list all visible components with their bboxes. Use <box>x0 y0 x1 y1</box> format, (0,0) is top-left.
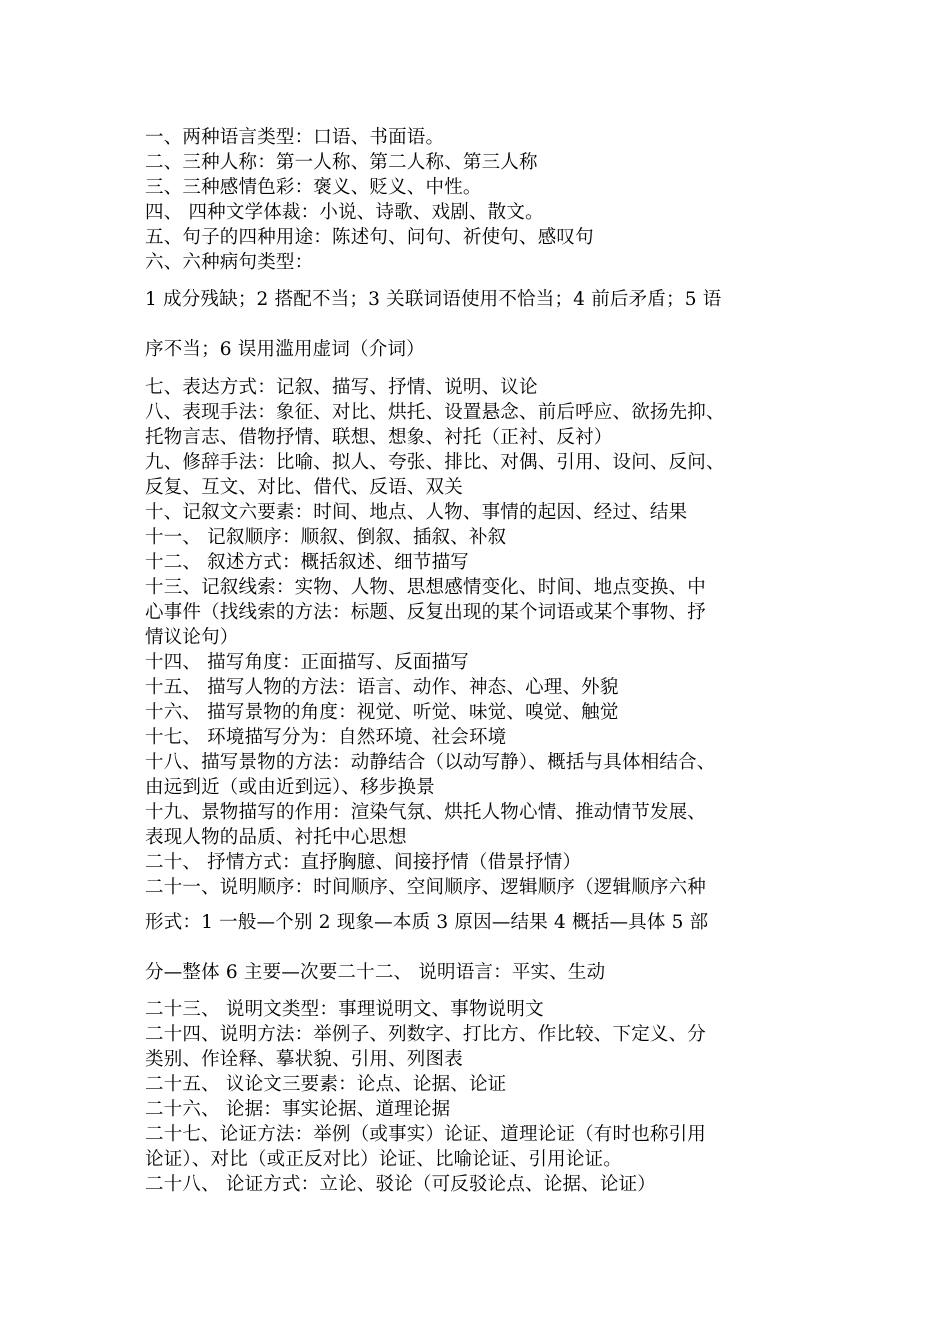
text-line: 二十四、说明方法：举例子、列数字、打比方、作比较、下定义、分 <box>145 1024 707 1045</box>
text-line: 论证）、对比（或正反对比）论证、比喻论证、引用论证。 <box>145 1149 622 1170</box>
text-line: 反复、互文、对比、借代、反语、双关 <box>145 477 463 498</box>
text-line: 二十八、 论证方式：立论、驳论（可反驳论点、论据、论证） <box>145 1174 656 1195</box>
text-line: 七、表达方式：记叙、描写、抒情、说明、议论 <box>145 377 538 398</box>
text-line: 类别、作诠释、摹状貌、引用、列图表 <box>145 1049 463 1070</box>
text-line: 形式：1 一般—个别 2 现象—本质 3 原因—结果 4 概括—具体 5 部 <box>145 912 709 933</box>
text-line: 十、记叙文六要素：时间、地点、人物、事情的起因、经过、结果 <box>145 502 688 523</box>
text-line: 二十、 抒情方式：直抒胸臆、间接抒情（借景抒情） <box>145 852 582 873</box>
text-line: 托物言志、借物抒情、联想、想象、衬托（正衬、反衬） <box>145 427 613 448</box>
text-line: 心事件（找线索的方法：标题、反复出现的某个词语或某个事物、抒 <box>145 602 707 623</box>
text-line: 1 成分残缺；2 搭配不当；3 关联词语使用不恰当；4 前后矛盾；5 语 <box>145 289 722 310</box>
text-line: 八、表现手法：象征、对比、烘托、设置悬念、前后呼应、欲扬先抑、 <box>145 402 725 423</box>
text-line: 十四、 描写角度：正面描写、反面描写 <box>145 652 469 673</box>
text-line: 由远到近（或由近到远）、移步换景 <box>145 777 435 798</box>
text-line: 十三、记叙线索：实物、人物、思想感情变化、时间、地点变换、中 <box>145 577 707 598</box>
text-line: 一、两种语言类型：口语、书面语。 <box>145 127 445 148</box>
text-line: 十五、 描写人物的方法：语言、动作、神态、心理、外貌 <box>145 677 619 698</box>
text-line: 十一、 记叙顺序：顺叙、倒叙、插叙、补叙 <box>145 527 507 548</box>
text-line: 十六、 描写景物的角度：视觉、听觉、味觉、嗅觉、触觉 <box>145 702 619 723</box>
text-line: 二、三种人称：第一人称、第二人称、第三人称 <box>145 152 538 173</box>
text-line: 三、三种感情色彩：褒义、贬义、中性。 <box>145 177 482 198</box>
text-line: 九、修辞手法：比喻、拟人、夸张、排比、对偶、引用、设问、反问、 <box>145 452 725 473</box>
text-line: 二十六、 论据：事实论据、道理论据 <box>145 1099 451 1120</box>
text-line: 分—整体 6 主要—次要二十二、 说明语言：平实、生动 <box>145 962 606 983</box>
text-line: 四、 四种文学体裁：小说、诗歌、戏剧、散文。 <box>145 202 544 223</box>
text-line: 五、句子的四种用途：陈述句、问句、祈使句、感叹句 <box>145 227 594 248</box>
text-line: 表现人物的品质、衬托中心思想 <box>145 827 407 848</box>
text-line: 十七、 环境描写分为：自然环境、社会环境 <box>145 727 507 748</box>
text-line: 十二、 叙述方式：概括叙述、细节描写 <box>145 552 469 573</box>
text-line: 二十一、说明顺序：时间顺序、空间顺序、逻辑顺序（逻辑顺序六种 <box>145 877 707 898</box>
text-line: 十八、描写景物的方法：动静结合（以动写静）、概括与具体相结合、 <box>145 752 716 773</box>
text-line: 二十五、 议论文三要素：论点、论据、论证 <box>145 1074 507 1095</box>
text-line: 序不当；6 误用滥用虚词（介词） <box>145 339 425 360</box>
text-line: 情议论句） <box>145 627 239 648</box>
text-line: 二十七、论证方法：举例（或事实）论证、道理论证（有时也称引用 <box>145 1124 707 1145</box>
text-line: 六、六种病句类型： <box>145 252 314 273</box>
text-line: 二十三、 说明文类型：事理说明文、事物说明文 <box>145 999 544 1020</box>
text-line: 十九、景物描写的作用：渲染气氛、烘托人物心情、推动情节发展、 <box>145 802 707 823</box>
